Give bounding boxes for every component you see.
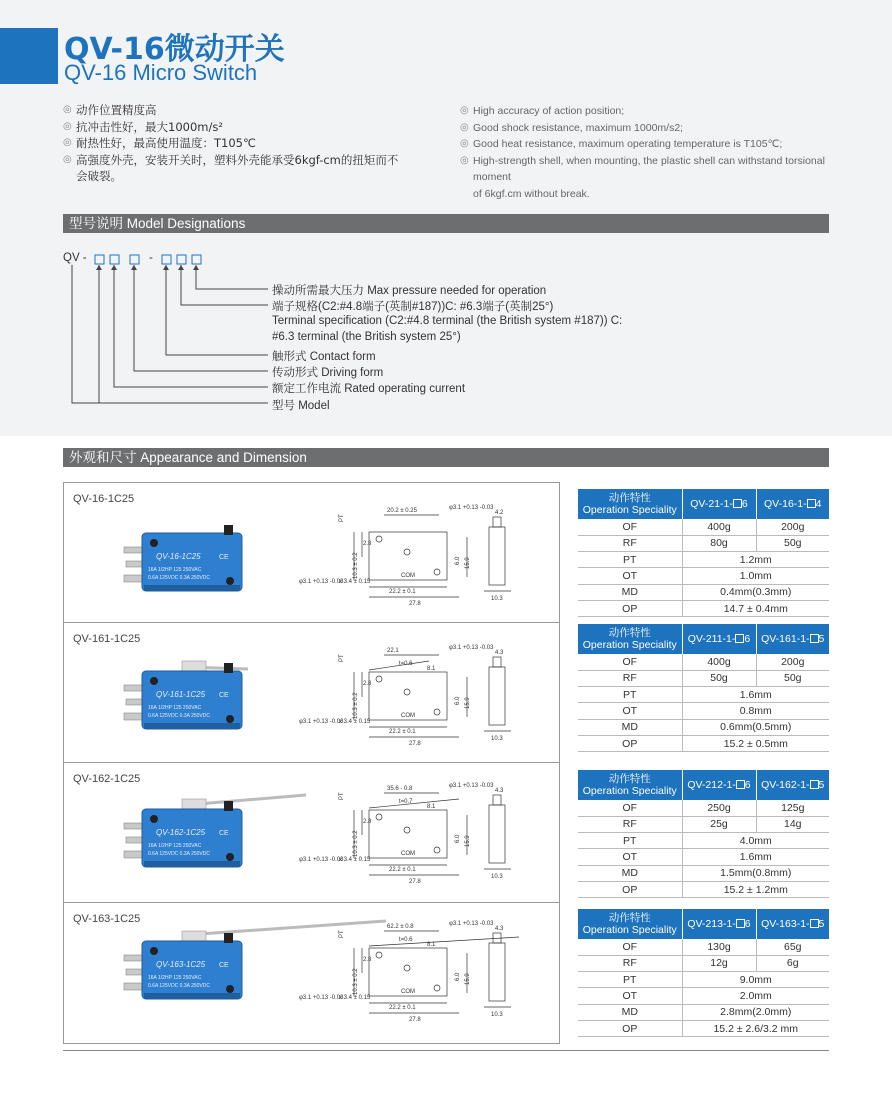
bottom-divider	[63, 1050, 829, 1051]
code-box	[177, 255, 186, 264]
dim-com: COM	[401, 573, 415, 579]
dim-lever: t=0.6	[399, 937, 413, 943]
header-model-b: QV-162-1- 5	[756, 770, 829, 800]
table-row	[578, 865, 829, 881]
dim-x34: x 3.4 ± 0.15	[339, 579, 371, 585]
param-value: 0.4mm(0.3mm)	[682, 584, 829, 600]
designation-prefix: QV -	[63, 252, 87, 264]
rating-text: 16A 1/2HP 125 250VAC	[148, 705, 202, 711]
designation-label: 触形式 Contact form	[272, 351, 376, 363]
dim-hole: φ3.1 +0.13 -0.03	[449, 921, 494, 927]
header-operation-speciality	[578, 909, 682, 939]
param-value: 0.8mm	[682, 703, 829, 719]
dim-w2: 27.8	[409, 1017, 421, 1023]
header-cn: 动作特性	[608, 912, 651, 924]
checkbox-icon	[735, 634, 744, 643]
table-row	[578, 955, 829, 971]
dim-side-top: 4.3	[495, 926, 504, 932]
plunger	[224, 801, 233, 811]
bullet-icon: ◎	[63, 120, 72, 132]
dim-x34: x 3.4 ± 0.15	[339, 857, 371, 863]
spec-table	[578, 624, 829, 752]
lever-bracket	[182, 799, 206, 809]
dim-top: 35.6 - 0.8	[387, 786, 413, 792]
table-row	[578, 552, 829, 568]
feature-item: ◎ Good heat resistance, maximum operating temperature is T105℃;	[460, 136, 840, 153]
dim-com: COM	[401, 713, 415, 719]
dim-com: COM	[401, 851, 415, 857]
table-row	[578, 1004, 829, 1020]
header-operation-speciality	[578, 770, 682, 800]
param-key: OF	[578, 654, 682, 670]
table-row	[578, 881, 829, 897]
param-key: OF	[578, 939, 682, 955]
ce-mark-icon: CE	[219, 830, 229, 837]
dim-side-top: 4.3	[495, 788, 504, 794]
dim-h1: 15.9	[465, 973, 471, 985]
checkbox-icon	[810, 634, 819, 643]
param-value: 125g	[756, 800, 829, 816]
dim-lever: t=0.6	[399, 661, 413, 667]
header-cn: 动作特性	[608, 492, 651, 504]
dim-side: 10.3	[491, 596, 503, 602]
param-value: 15.2 ± 0.5mm	[682, 735, 829, 751]
dim-w1: 22.2 ± 0.1	[389, 867, 416, 873]
param-key: OP	[578, 735, 682, 751]
table-row	[578, 687, 829, 703]
dim-hole: φ3.1 +0.13 -0.03	[449, 645, 494, 651]
dim-pt: PT	[339, 792, 345, 800]
dim-x34: x 3.4 ± 0.15	[339, 719, 371, 725]
dim-hole: φ3.1 +0.13 -0.03	[449, 505, 494, 511]
designation-label: 传动形式 Driving form	[272, 367, 384, 379]
dim-w1: 22.2 ± 0.1	[389, 729, 416, 735]
table-row	[578, 972, 829, 988]
dim-pt: PT	[339, 514, 345, 522]
spec-table	[578, 770, 829, 898]
param-key: PT	[578, 552, 682, 568]
switch-model-text: QV-163-1C25	[156, 960, 206, 969]
title-accent-block	[0, 28, 58, 84]
dim-lever2: 8.1	[427, 804, 436, 810]
code-box	[110, 255, 119, 264]
table-row	[578, 703, 829, 719]
rating-text: 0.6A 125VDC 0.3A 250VDC	[148, 983, 210, 989]
table-row	[578, 600, 829, 616]
header-model-a: QV-212-1- 6	[682, 770, 756, 800]
header-operation-speciality	[578, 624, 682, 654]
checkbox-icon	[810, 919, 819, 928]
rating-text: 16A 1/2HP 125 250VAC	[148, 843, 202, 849]
param-value: 200g	[756, 519, 829, 535]
dim-side-top: 4.2	[495, 510, 504, 516]
ce-mark-icon: CE	[219, 962, 229, 969]
param-key: PT	[578, 833, 682, 849]
param-key: OT	[578, 703, 682, 719]
param-value: 15.2 ± 1.2mm	[682, 881, 829, 897]
designation-dash: -	[149, 252, 153, 264]
bullet-icon: ◎	[460, 105, 469, 116]
table-row	[578, 833, 829, 849]
header-model-b: QV-161-1- 5	[756, 624, 829, 654]
param-key: OP	[578, 1020, 682, 1036]
mount-hole	[226, 985, 234, 993]
checkbox-icon	[736, 919, 745, 928]
dim-com: COM	[401, 989, 415, 995]
model-name: QV-161-1C25	[73, 633, 141, 645]
dim-h1: 15.9	[465, 697, 471, 709]
param-value: 400g	[682, 519, 756, 535]
model-name: QV-16-1C25	[73, 493, 135, 505]
code-box	[192, 255, 201, 264]
designation-label: Terminal specification (C2:#4.8 terminal (the British system #187)) C:	[272, 315, 623, 327]
switch-model-text: QV-16-1C25	[156, 552, 201, 561]
plunger	[224, 933, 233, 943]
dim-lever2: 8.1	[427, 942, 436, 948]
param-value: 25g	[682, 816, 756, 832]
header-en: Operation Speciality	[582, 504, 677, 516]
rating-text: 16A 1/2HP 125 250VAC	[148, 975, 202, 981]
model-name: QV-163-1C25	[73, 913, 141, 925]
param-value: 14g	[756, 816, 829, 832]
param-key: OT	[578, 849, 682, 865]
dim-h1: 15.9	[465, 835, 471, 847]
table-row	[578, 719, 829, 735]
dim-v1: 10.3 ± 0.2	[353, 830, 359, 857]
plunger	[224, 663, 233, 673]
switch-base	[144, 861, 240, 867]
param-value: 1.0mm	[682, 568, 829, 584]
param-value: 80g	[682, 535, 756, 551]
table-row	[578, 816, 829, 832]
dim-v1: 10.3 ± 0.2	[353, 692, 359, 719]
param-value: 400g	[682, 654, 756, 670]
param-key: PT	[578, 972, 682, 988]
param-value: 1.6mm	[682, 687, 829, 703]
dim-top: 62.2 ± 0.8	[387, 924, 414, 930]
table-row	[578, 568, 829, 584]
bullet-icon: ◎	[460, 121, 469, 133]
dimension-drawing	[299, 497, 554, 612]
param-value: 1.6mm	[682, 849, 829, 865]
table-row	[578, 849, 829, 865]
dim-lever: t=0.7	[399, 799, 413, 805]
model-row	[64, 903, 559, 1043]
dim-w1: 22.2 ± 0.1	[389, 1005, 416, 1011]
rating-text: 16A 1/2HP 125 250VAC	[148, 567, 202, 573]
lever-bracket	[182, 661, 206, 671]
header-model-b: QV-163-1- 5	[756, 909, 829, 939]
dim-v2: 2.8	[363, 819, 372, 825]
param-value: 50g	[682, 670, 756, 686]
table-row	[578, 654, 829, 670]
dim-hole2: φ3.1 +0.13 -0.03	[299, 579, 344, 585]
dim-hole: φ3.1 +0.13 -0.03	[449, 783, 494, 789]
dim-h1: 15.9	[465, 557, 471, 569]
param-value: 2.0mm	[682, 988, 829, 1004]
table-row	[578, 1020, 829, 1036]
bullet-icon: ◎	[63, 104, 72, 115]
mount-hole	[150, 947, 158, 955]
model-name: QV-162-1C25	[73, 773, 141, 785]
checkbox-icon	[807, 499, 816, 508]
dim-x34: x 3.4 ± 0.15	[339, 995, 371, 1001]
table-row	[578, 670, 829, 686]
feature-item-cont: of 6kgf.cm without break.	[473, 187, 590, 200]
header-en: Operation Speciality	[582, 639, 677, 651]
table-row	[578, 735, 829, 751]
header-model-a: QV-213-1- 6	[682, 909, 756, 939]
feature-item: ◎ 动作位置精度高	[63, 103, 157, 117]
rating-text: 0.6A 125VDC 0.3A 250VDC	[148, 713, 210, 719]
mount-hole	[150, 539, 158, 547]
header-model-a: QV-211-1- 6	[682, 624, 756, 654]
dim-h2: 6.0	[455, 834, 461, 843]
bullet-icon: ◎	[63, 153, 72, 165]
param-value: 1.5mm(0.8mm)	[682, 865, 829, 881]
table-row	[578, 584, 829, 600]
param-value: 6g	[756, 955, 829, 971]
param-key: OT	[578, 568, 682, 584]
param-key: MD	[578, 865, 682, 881]
bullet-icon: ◎	[63, 137, 72, 148]
param-value: 50g	[756, 670, 829, 686]
features-en-list	[460, 103, 840, 202]
spec-table	[578, 489, 829, 617]
param-value: 2.8mm(2.0mm)	[682, 1004, 829, 1020]
model-row	[64, 623, 559, 763]
param-value: 9.0mm	[682, 972, 829, 988]
header-cn: 动作特性	[608, 773, 651, 785]
model-designation-diagram	[63, 252, 623, 422]
dim-v2: 2.8	[363, 541, 372, 547]
param-value: 1.2mm	[682, 552, 829, 568]
dim-top: 22.1	[387, 648, 399, 654]
designation-label: 操动所需最大压力 Max pressure needed for operation	[272, 285, 547, 297]
param-value: 15.2 ± 2.6/3.2 mm	[682, 1020, 829, 1036]
designation-label: 额定工作电流 Rated operating current	[272, 383, 466, 395]
param-key: RF	[578, 816, 682, 832]
ce-mark-icon: CE	[219, 692, 229, 699]
dim-h2: 6.0	[455, 972, 461, 981]
checkbox-icon	[810, 780, 819, 789]
rating-text: 0.6A 125VDC 0.3A 250VDC	[148, 851, 210, 857]
switch-model-text: QV-161-1C25	[156, 690, 206, 699]
section-header-model: 型号说明 Model Designations	[63, 214, 829, 233]
dim-side-top: 4.3	[495, 650, 504, 656]
param-key: RF	[578, 670, 682, 686]
feature-item: ◎ 抗冲击性好，最大1000m/s²	[63, 119, 223, 134]
designation-label: 端子规格(C2:#4.8端子(英制#187))C: #6.3端子(英制25°)	[272, 301, 554, 313]
dimension-drawing	[299, 775, 554, 890]
param-value: 0.6mm(0.5mm)	[682, 719, 829, 735]
dim-v2: 2.8	[363, 957, 372, 963]
checkbox-icon	[733, 499, 742, 508]
feature-item: ◎ Good shock resistance, maximum 1000m/s2;	[460, 120, 840, 137]
mount-hole	[226, 715, 234, 723]
dim-v2: 2.8	[363, 681, 372, 687]
code-box	[162, 255, 171, 264]
dim-w1: 22.2 ± 0.1	[389, 589, 416, 595]
switch-model-text: QV-162-1C25	[156, 828, 206, 837]
code-box	[95, 255, 104, 264]
param-value: 4.0mm	[682, 833, 829, 849]
ce-mark-icon: CE	[219, 554, 229, 561]
param-key: RF	[578, 955, 682, 971]
spec-table	[578, 909, 829, 1037]
header-en: Operation Speciality	[582, 924, 677, 936]
code-box	[130, 255, 139, 264]
dimension-drawing	[299, 913, 554, 1028]
dim-h2: 6.0	[455, 556, 461, 565]
dim-w2: 27.8	[409, 601, 421, 607]
dim-top: 20.2 ± 0.25	[387, 508, 417, 514]
param-value: 14.7 ± 0.4mm	[682, 600, 829, 616]
param-value: 200g	[756, 654, 829, 670]
page-title-cn: QV-16微动开关	[64, 32, 285, 67]
param-key: OF	[578, 800, 682, 816]
section-header-appearance: 外观和尺寸 Appearance and Dimension	[63, 448, 829, 467]
switch-base	[144, 723, 240, 729]
param-key: MD	[578, 1004, 682, 1020]
dim-w2: 27.8	[409, 879, 421, 885]
dim-hole2: φ3.1 +0.13 -0.03	[299, 857, 344, 863]
param-key: OF	[578, 519, 682, 535]
dim-h2: 6.0	[455, 696, 461, 705]
param-value: 65g	[756, 939, 829, 955]
model-row	[64, 483, 559, 623]
param-key: MD	[578, 584, 682, 600]
mount-hole	[226, 577, 234, 585]
param-value: 250g	[682, 800, 756, 816]
designation-label: 型号 Model	[272, 400, 330, 412]
param-key: RF	[578, 535, 682, 551]
header-operation-speciality	[578, 489, 682, 519]
switch-base	[144, 585, 240, 591]
param-key: OP	[578, 881, 682, 897]
dim-hole2: φ3.1 +0.13 -0.03	[299, 719, 344, 725]
model-row	[64, 763, 559, 903]
mount-hole	[150, 677, 158, 685]
feature-item: ◎ 耐热性好，最高使用温度：T105℃	[63, 136, 256, 150]
dim-lever2: 8.1	[427, 666, 436, 672]
param-key: PT	[578, 687, 682, 703]
param-value: 12g	[682, 955, 756, 971]
dim-side: 10.3	[491, 874, 503, 880]
header-model-b: QV-16-1- 4	[756, 489, 829, 519]
feature-item: ◎ 高强度外壳，安装开关时，塑料外壳能承受6kgf-cm的扭矩而不	[63, 152, 399, 167]
header-en: Operation Speciality	[582, 785, 677, 797]
feature-item: ◎ High-strength shell, when mounting, the plastic shell can withstand torsional moment	[460, 154, 825, 183]
param-key: OT	[578, 988, 682, 1004]
param-value: 50g	[756, 535, 829, 551]
designation-label: #6.3 terminal (the British system 25°)	[272, 331, 461, 343]
dimension-drawing	[299, 637, 554, 752]
features-cn-list	[63, 102, 443, 185]
mount-hole	[226, 853, 234, 861]
feature-item: ◎ High accuracy of action position;	[460, 103, 840, 120]
param-key: OP	[578, 600, 682, 616]
dim-w2: 27.8	[409, 741, 421, 747]
bullet-icon: ◎	[460, 154, 469, 166]
appearance-frame	[63, 482, 560, 1044]
feature-item-cont: 会破裂。	[76, 169, 122, 183]
bullet-icon: ◎	[460, 138, 469, 149]
dim-side: 10.3	[491, 736, 503, 742]
table-row	[578, 939, 829, 955]
dim-hole2: φ3.1 +0.13 -0.03	[299, 995, 344, 1001]
param-value: 130g	[682, 939, 756, 955]
table-row	[578, 519, 829, 535]
rating-text: 0.6A 125VDC 0.3A 250VDC	[148, 575, 210, 581]
mount-hole	[150, 815, 158, 823]
dim-pt: PT	[339, 930, 345, 938]
header-model-a: QV-21-1- 6	[682, 489, 756, 519]
table-row	[578, 800, 829, 816]
plunger	[224, 525, 233, 535]
lever-bracket	[182, 931, 206, 941]
page-title-en: QV-16 Micro Switch	[64, 60, 258, 85]
switch-base	[144, 993, 240, 999]
header-cn: 动作特性	[608, 627, 651, 639]
dim-v1: 10.3 ± 0.2	[353, 968, 359, 995]
dim-pt: PT	[339, 654, 345, 662]
checkbox-icon	[736, 780, 745, 789]
table-row	[578, 988, 829, 1004]
dim-side: 10.3	[491, 1012, 503, 1018]
dim-v1: 10.3 ± 0.2	[353, 552, 359, 579]
table-row	[578, 535, 829, 551]
param-key: MD	[578, 719, 682, 735]
